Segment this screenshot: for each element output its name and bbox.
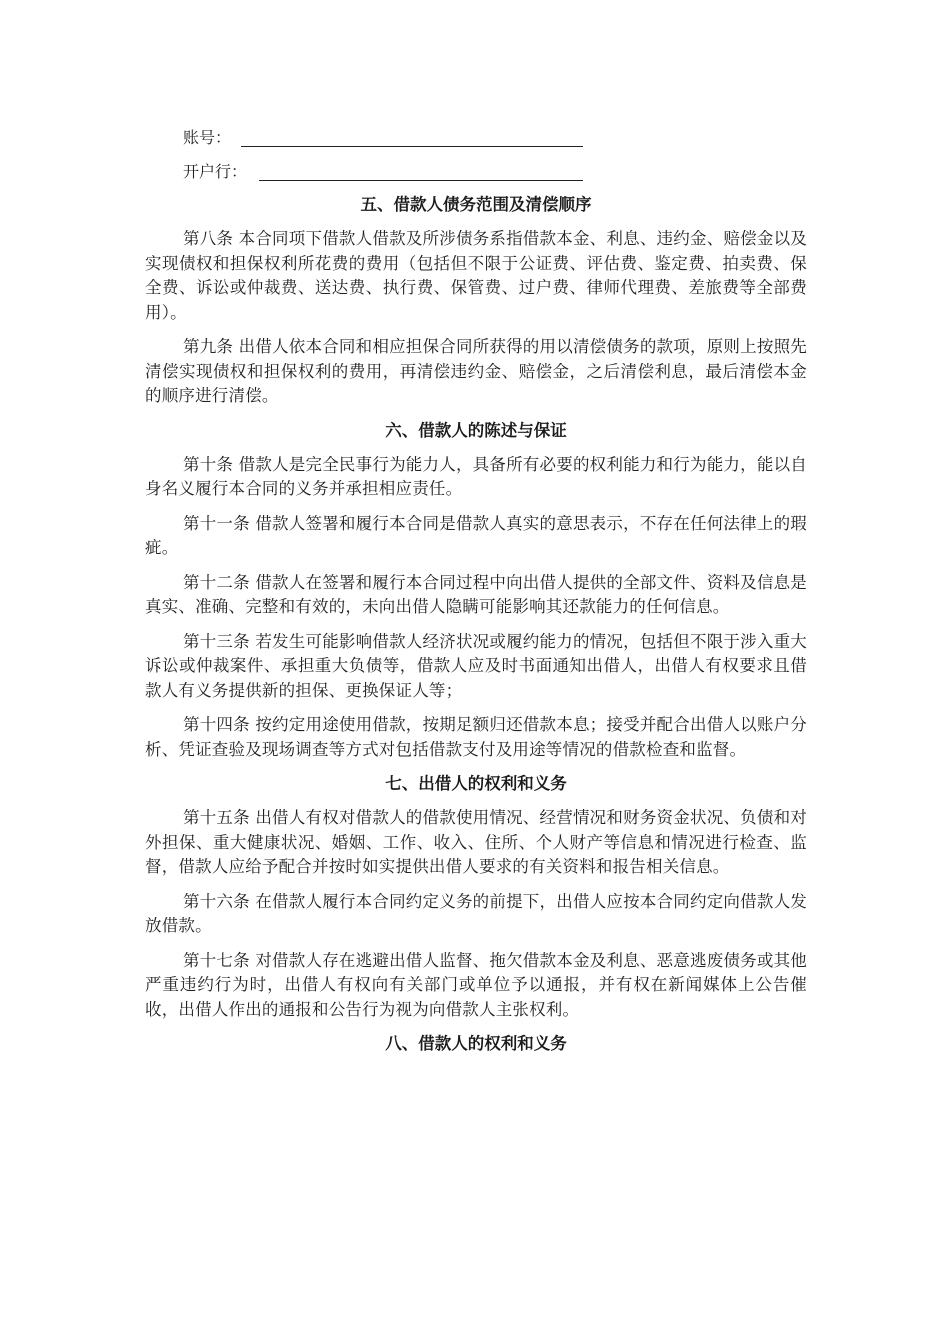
account-field: [183, 127, 231, 149]
section-heading: 六、借款人的陈述与保证: [385, 420, 567, 440]
section-5: [145, 193, 807, 409]
section-7: [145, 772, 807, 1022]
bank-label: 开户行：: [183, 162, 248, 181]
section-heading: 八、借款人的权利和义务: [385, 1034, 567, 1053]
clause-14: 第十四条 按约定用途使用借款，按期足额归还借款本息；接受并配合出借人以账户分析、凭证查验及现场调查等方式对包括借款支付及用途等情况的借款检查和监督。: [145, 715, 807, 759]
clause-17: 第十七条 对借款人存在逃避出借人监督、拖欠借款本金及利息、恶意逃废债务或其他严重违约行为时，出借人有权向有关部门或单位予以通报，并有权在新闻媒体上公告催收，出借人作出的通报和公告行为视为向借款人主张权利。: [145, 950, 807, 1019]
clause-9: 第九条 出借人依本合同和相应担保合同所获得的用以清偿债务的款项，原则上按照先清偿实现债权和担保权利的费用，再清偿违约金、赔偿金，之后清偿利息，最后清偿本金的顺序进行清偿。: [145, 337, 807, 405]
clause-8: 第八条 本合同项下借款人借款及所涉债务系指借款本金、利息、违约金、赔偿金以及实现债权和担保权利所花费的费用（包括但不限于公证费、评估费、鉴定费、拍卖费、保全费、诉讼或仲裁费、送达费、执行费、保管费、过户费、律师代理费、差旅费等全部费用）。: [145, 229, 807, 322]
clause-12: 第十二条 借款人在签署和履行本合同过程中向出借人提供的全部文件、资料及信息是真实、准确、完整和有效的，未向出借人隐瞒可能影响其还款能力的任何信息。: [145, 572, 807, 616]
clause-13: 第十三条 若发生可能影响借款人经济状况或履约能力的情况，包括但不限于涉入重大诉讼或仲裁案件、承担重大负债等，借款人应及时书面通知出借人，出借人有权要求且借款人有义务提供新的担保、更换保证人等；: [145, 631, 807, 700]
document-body: [145, 190, 807, 1066]
section-8: [145, 1032, 807, 1056]
account-blank-line: [241, 146, 583, 147]
clause-16: 第十六条 在借款人履行本合同约定义务的前提下，出借人应按本合同约定向借款人发放借款。: [145, 891, 807, 935]
bank-field: [183, 161, 247, 183]
clause-10: 第十条 借款人是完全民事行为能力人，具备所有必要的权利能力和行为能力，能以自身名义履行本合同的义务并承担相应责任。: [145, 454, 807, 498]
clause-11: 第十一条 借款人签署和履行本合同是借款人真实的意思表示，不存在任何法律上的瑕疵。: [145, 513, 807, 557]
section-heading: 七、出借人的权利和义务: [385, 774, 567, 793]
account-label: 账号：: [183, 128, 232, 147]
section-heading: 五、借款人债务范围及清偿顺序: [360, 195, 592, 214]
bank-blank-line: [259, 180, 583, 181]
clause-15: 第十五条 出借人有权对借款人的借款使用情况、经营情况和财务资金状况、负债和对外担保、重大健康状况、婚姻、工作、收入、住所、个人财产等信息和情况进行检查、监督，借款人应给予配合并按时如实提供出借人要求的有关资料和报告相关信息。: [145, 808, 807, 876]
section-6: [145, 419, 807, 763]
